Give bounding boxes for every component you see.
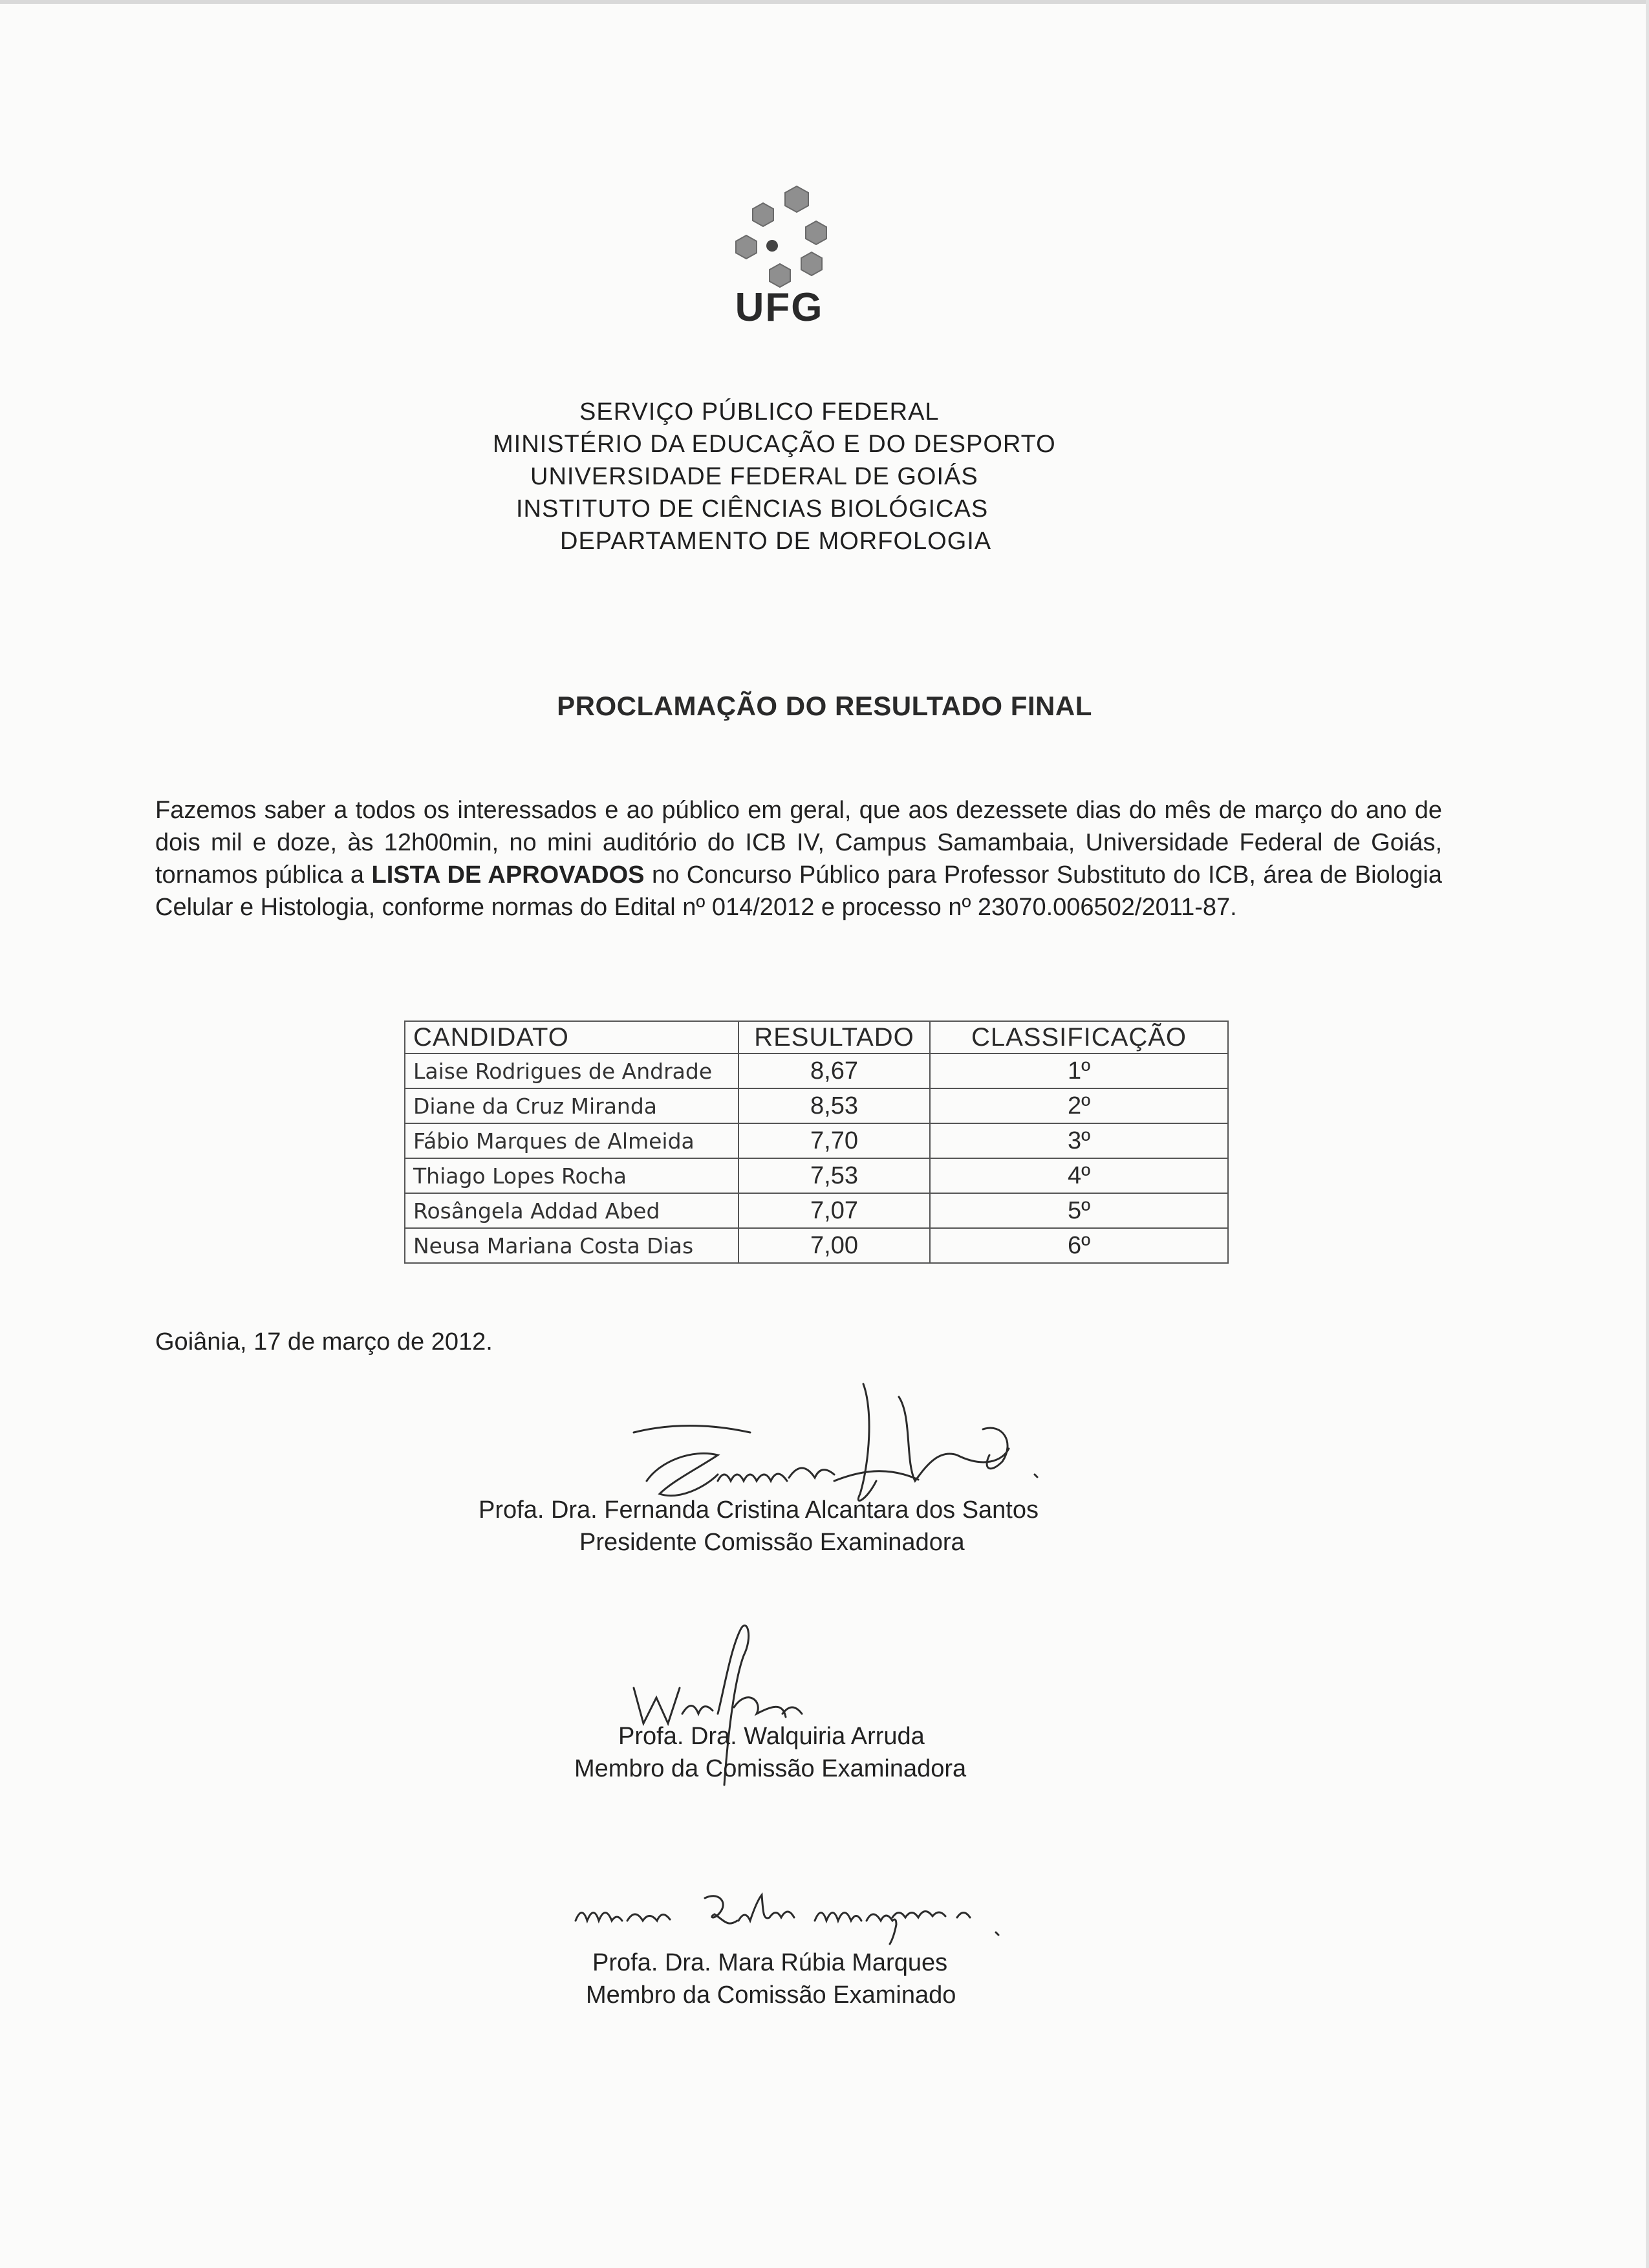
candidate-rank: 6º [930, 1228, 1228, 1263]
candidate-result: 7,53 [738, 1158, 930, 1193]
candidate-rank: 1º [930, 1053, 1228, 1088]
candidate-name: Diane da Cruz Miranda [405, 1088, 738, 1123]
candidate-result: 8,53 [738, 1088, 930, 1123]
signatory-1-role: Presidente Comissão Examinadora [579, 1529, 965, 1556]
scan-edge-right [1646, 0, 1649, 2268]
results-table [404, 1021, 1229, 1264]
table-row [405, 1123, 1228, 1158]
candidate-result: 7,70 [738, 1123, 930, 1158]
header-line-5: DEPARTAMENTO DE MORFOLOGIA [560, 528, 992, 555]
candidate-result: 7,07 [738, 1193, 930, 1228]
header-line-2: MINISTÉRIO DA EDUCAÇÃO E DO DESPORTO [493, 431, 1056, 458]
document-title: PROCLAMAÇÃO DO RESULTADO FINAL [557, 691, 1092, 721]
intro-text-start: Fazemos saber a todos os interessados e ao público em geral, que aos dezessete dias do mês de março do ano de dois mil e doze, às 12h00min, no mini auditório do ICB IV, Campus Samambaia, Universidade Federal de Goiás, tornamos pública a [155, 797, 1442, 889]
header-line-3: UNIVERSIDADE FEDERAL DE GOIÁS [530, 463, 978, 490]
candidate-name: Fábio Marques de Almeida [405, 1123, 738, 1158]
header-line-4: INSTITUTO DE CIÊNCIAS BIOLÓGICAS [516, 495, 989, 523]
scan-edge-top [0, 0, 1649, 4]
place-and-date: Goiânia, 17 de março de 2012. [155, 1328, 493, 1355]
header-resultado: RESULTADO [738, 1021, 930, 1053]
table-row [405, 1053, 1228, 1088]
signatory-3-name: Profa. Dra. Mara Rúbia Marques [592, 1949, 948, 1976]
table-row [405, 1193, 1228, 1228]
candidate-name: Rosângela Addad Abed [405, 1193, 738, 1228]
table-header-row [405, 1021, 1228, 1053]
table-row [405, 1088, 1228, 1123]
intro-text-bold: LISTA DE APROVADOS [371, 861, 645, 889]
logo-text: UFG [735, 285, 824, 330]
header-candidato: CANDIDATO [405, 1021, 738, 1053]
table-row [405, 1228, 1228, 1263]
candidate-result: 7,00 [738, 1228, 930, 1263]
header-classificacao: CLASSIFICAÇÃO [930, 1021, 1228, 1053]
intro-paragraph [155, 794, 1442, 923]
candidate-name: Laise Rodrigues de Andrade [405, 1053, 738, 1088]
table-row [405, 1158, 1228, 1193]
candidate-result: 8,67 [738, 1053, 930, 1088]
signatory-2-role: Membro da Comissão Examinadora [574, 1755, 967, 1782]
signature-mara [569, 1882, 1061, 1947]
candidate-rank: 2º [930, 1088, 1228, 1123]
candidate-rank: 4º [930, 1158, 1228, 1193]
candidate-rank: 3º [930, 1123, 1228, 1158]
candidate-name: Neusa Mariana Costa Dias [405, 1228, 738, 1263]
candidate-name: Thiago Lopes Rocha [405, 1158, 738, 1193]
signatory-2-name: Profa. Dra. Walquiria Arruda [618, 1723, 925, 1750]
signatory-3-role: Membro da Comissão Examinado [586, 1982, 956, 2009]
header-line-1: SERVIÇO PÚBLICO FEDERAL [579, 398, 940, 426]
signatory-1-name: Profa. Dra. Fernanda Cristina Alcantara dos Santos [479, 1496, 1039, 1524]
candidate-rank: 5º [930, 1193, 1228, 1228]
intro-text-end: no Concurso Público para Professor Substituto do ICB, área de Biologia Celular e Histologia, conforme normas do Edital nº 014/2012 e processo nº 23070.006502/2011-87. [155, 861, 1442, 921]
